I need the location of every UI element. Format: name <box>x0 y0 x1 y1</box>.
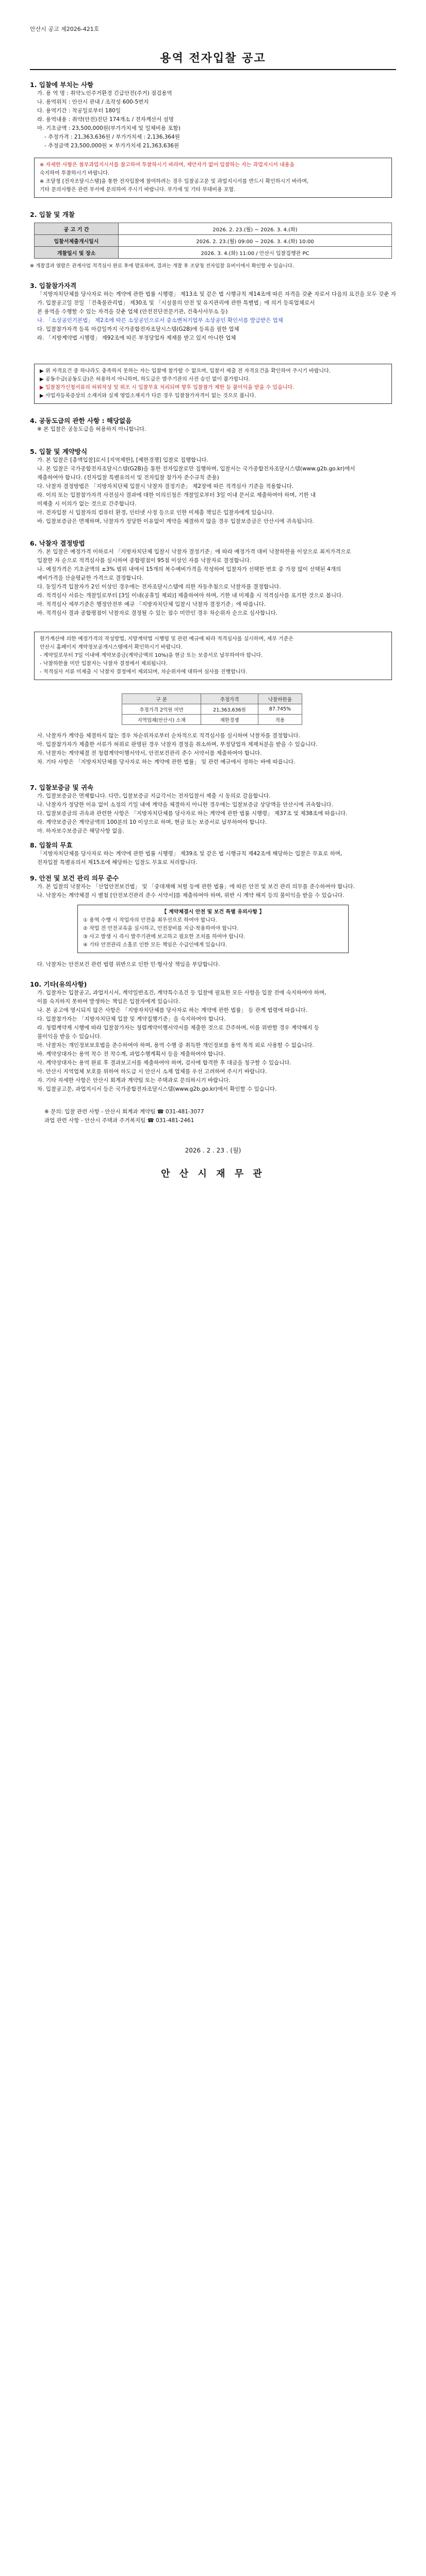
section-1-line: 다. 용역기간 : 착공일로부터 180일 <box>37 108 121 114</box>
notice-title: 【 계약체결시 안전 및 보건 특별 유의사항 】 <box>161 909 265 915</box>
section-4 <box>30 416 396 434</box>
table-cell: 87.745% <box>258 704 302 715</box>
table-cell: 제한경쟁 <box>201 715 258 725</box>
section-3-line: 「지방자치단체를 당사자로 하는 계약에 관한 법률 시행령」 제13조 및 같은 법 시행규칙 제14조에 따른 자격을 갖춘 자로서 다음의 요건을 모두 갖춘 자 <box>37 291 396 297</box>
notice-line: - 계약일로부터 7일 이내에 계약보증금(계약금액의 10%)을 현금 또는 보증서로 납부하여야 합니다. <box>40 653 263 658</box>
section-10-line: 가. 입찰자는 입찰공고, 과업지시서, 계약일반조건, 계약특수조건 등 입찰에 필요한 모든 사항을 입찰 전에 숙지하여야 하며, <box>37 990 326 996</box>
section-1-line: - 추정가격 : 21,363,636원 / 부가가치세 : 2,136,364원 <box>44 134 180 140</box>
contact-line: ※ 문의: 입찰 관련 사항 - 안산시 회계과 계약팀 ☎ 031-481-3077 <box>44 1109 204 1115</box>
notice-line: 숙지하여 투찰하시기 바랍니다. <box>40 171 110 176</box>
section-7-line: 가. 입찰보증금은 면제합니다. 다만, 입찰보증금 지급각서는 전자입찰서 제출 시 동의로 갈음합니다. <box>37 793 271 799</box>
table-header-cell: 입찰서제출개시일시 <box>35 235 119 247</box>
section-1-notice-box <box>34 158 392 198</box>
table-cell: 2026. 2. 23.(월) 09:00 ~ 2026. 3. 4.(화) 10:00 <box>119 235 392 247</box>
section-5-lines <box>30 456 396 526</box>
section-10-line: 사. 계약상대자는 용역 완료 후 결과보고서를 제출하여야 하며, 검사에 합격한 후 대금을 청구할 수 있습니다. <box>37 1060 291 1066</box>
section-1-line: - 추정금액 23,500,000원 × 부가가치세 21,363,636원 <box>44 143 179 149</box>
section-6-more <box>30 732 403 767</box>
section-1 <box>30 80 396 150</box>
section-8-line: 전자입찰 특별유의서 제15조에 해당하는 입찰도 무효로 처리합니다. <box>37 859 198 866</box>
section-5-line: 다. 낙찰자 결정방법은 「지방자치단체 입찰시 낙찰자 결정기준」 제2장에 따른 적격심사 기준을 적용합니다. <box>37 483 294 489</box>
section-4-line: ※ 본 입찰은 공동도급을 허용하지 아니합니다. <box>37 426 146 432</box>
section-6-heading: 6. 낙찰자 결정방법 <box>30 539 85 547</box>
section-3-lines <box>30 290 396 343</box>
section-1-line: 가. 용 역 명 : 취약노인주거환경 긴급안전(주거) 점검용역 <box>37 90 172 96</box>
issuing-organization: 안 산 시 재 무 관 <box>161 1168 265 1179</box>
section-10-line: 아. 안산시 지역업체 보호를 위하여 하도급 시 안산시 소재 업체를 우선 고려하여 주시기 바랍니다. <box>37 1069 267 1075</box>
section-2 <box>30 210 396 219</box>
table-header-cell: 개찰일시 및 장소 <box>35 247 119 259</box>
section-9-line: 나. 낙찰자는 계약체결 시 별첨 [안전보건관리 준수 서약서]를 제출하여야 하며, 위반 시 계약 해지 등의 불이익을 받을 수 있습니다. <box>37 892 345 899</box>
section-3-line: 나. 「소상공인기본법」 제2조에 따른 소상공인으로서 중소벤처기업부 소상공인 확인서를 발급받은 업체 <box>37 317 283 324</box>
section-7-lines <box>30 792 396 836</box>
notice-line: ▶ 사업자등록증상의 소재지와 실제 영업소재지가 다른 경우 입찰참가자격이 없는 것으로 봅니다. <box>40 393 256 399</box>
section-8 <box>30 841 396 867</box>
section-7 <box>30 783 396 836</box>
section-6-line: 가. 본 입찰은 예정가격 이하로서 「지방자치단체 입찰시 낙찰자 결정기준」에 따라 예정가격 대비 낙찰하한율 이상으로 최저가격으로 <box>37 549 351 555</box>
section-3-line: 라. 「지방계약법 시행령」 제92조에 따른 부정당업자 제재를 받고 있지 아니한 업체 <box>37 335 236 341</box>
table-row <box>35 223 392 235</box>
section-10-lines <box>30 989 396 1094</box>
table-header-cell: 낙찰하한율 <box>258 694 302 704</box>
section-9 <box>30 874 396 900</box>
section-2-heading: 2. 입찰 및 개찰 <box>30 211 75 218</box>
table-row <box>35 235 392 247</box>
section-6-line: 아. 입찰참가자가 제출한 서류가 허위로 판명된 경우 낙찰자 결정을 취소하며, 부정당업자 제재처분을 받을 수 있습니다. <box>37 741 318 748</box>
section-6-line: 예비가격을 산술평균한 가격으로 결정합니다. <box>37 575 144 581</box>
section-1-line: 라. 용역내용 : 취약(안전)진단 174개소 / 전자계산서 설명 <box>37 116 174 123</box>
section-10-line: 나. 본 공고에 명시되지 않은 사항은 「지방자치단체를 당사자로 하는 계약에 관한 법률」 등 관계 법령에 따릅니다. <box>37 1007 308 1013</box>
table-cell: 추정가격 2억원 미만 <box>122 704 201 715</box>
section-8-heading: 8. 입찰의 무효 <box>30 841 73 849</box>
notice-line: ※ 조달청 [전자조달시스템]을 통한 전자입찰에 참여하려는 경우 입찰공고문 및 과업지시서를 반드시 확인하시기 바라며, <box>40 179 309 184</box>
title-divider <box>30 69 396 70</box>
section-10-line: 마. 낙찰자는 개인정보보호법을 준수하여야 하며, 용역 수행 중 취득한 개인정보를 용역 목적 외로 사용할 수 없습니다. <box>37 1042 314 1048</box>
notice-line: ※ 자세한 사항은 첨부과업지시서를 참고하여 투찰하시기 바라며, 제안자가 없어 입찰하는 자는 과업지시서 내용을 <box>40 162 295 168</box>
notice-line: - 적격심사 서류 미제출 시 낙찰자 결정에서 제외되며, 차순위자에 대하여 심사를 진행합니다. <box>40 669 248 675</box>
notice-line: ▶ 공동수급(공동도급)은 허용하지 아니하며, 하도급은 발주기관의 사전 승인 없이 불가합니다. <box>40 377 250 382</box>
note-line: ※ 개찰결과 열람은 관계사업 적격심사 완료 후에 발표하며, 결과는 개찰 후 조달청 전자입찰 유비이에서 확인할 수 있습니다. <box>30 263 294 269</box>
table-header-row <box>122 694 302 704</box>
section-5-line: 가. 본 입찰은 [총액입찰]로서 [지역제한], [제한경쟁] 입찰로 집행합니다. <box>37 457 208 463</box>
section-9-after <box>30 960 403 969</box>
section-7-line: 나. 낙찰자가 정당한 이유 없이 소정의 기일 내에 계약을 체결하지 아니한 경우에는 입찰보증금 상당액을 안산시에 귀속합니다. <box>37 802 334 808</box>
section-5-line: 제출하여야 합니다. (전자입찰 특별유의서 및 전자입찰 참가자 준수규칙 준용) <box>37 474 219 481</box>
section-5-heading: 5. 입찰 및 계약방식 <box>30 448 88 455</box>
section-6-line: 라. 적격심사 서류는 개찰일로부터 [3일 이내(공휴일 제외)] 제출하여야 하며, 기한 내 미제출 시 적격심사를 포기한 것으로 봅니다. <box>37 592 343 599</box>
section-10-line: 자. 기타 자세한 사항은 안산시 회계과 계약팀 또는 주택과로 문의하시기 바랍니다. <box>37 1077 231 1083</box>
section-6-line: 자. 낙찰자는 계약체결 전 청렴계약이행서약서, 안전보건관리 준수 서약서를 제출하여야 합니다. <box>37 750 262 756</box>
section-6 <box>30 539 396 618</box>
notice-line: ③ 사고 발생 시 즉시 발주기관에 보고하고 필요한 조치를 하여야 합니다. <box>83 934 245 940</box>
section-5 <box>30 447 396 526</box>
section-10-line: 다. 입찰참가자는 「지방자치단체 입찰 및 계약집행기준」을 숙지하여야 합니다. <box>37 1016 226 1022</box>
section-10-line: 바. 계약상대자는 용역 착수 전 착수계, 과업수행계획서 등을 제출하여야 합니다. <box>37 1051 225 1057</box>
table-cell: 적용 <box>258 715 302 725</box>
section-10-line: 이를 숙지하지 못하여 발생하는 책임은 입찰자에게 있습니다. <box>37 998 180 1005</box>
section-9-notice-box <box>77 905 349 953</box>
table-header-cell: 추정가격 <box>201 694 258 704</box>
contact-line: 과업 관련 사항 - 안산시 주택과 주거복지팀 ☎ 031-481-2461 <box>44 1117 194 1124</box>
table-cell: 지역업체(안산시) 소재 <box>122 715 201 725</box>
table-row <box>122 715 302 725</box>
notice-line: 안산시 홈페이지 계약정보공개시스템에서 확인하시기 바랍니다. <box>40 645 183 650</box>
section-6-line: 다. 동일가격 입찰자가 2인 이상인 경우에는 전자조달시스템에 의한 자동추첨으로 낙찰자를 결정합니다. <box>37 584 281 590</box>
section-5-line: 바. 입찰보증금은 면제하며, 낙찰자가 정당한 이유없이 계약을 체결하지 않을 경우 입찰보증금은 안산시에 귀속됩니다. <box>37 518 314 524</box>
section-6-line: 입찰한 자 순으로 적격심사를 실시하여 종합평점이 95점 이상인 자를 낙찰자로 결정합니다. <box>37 557 252 564</box>
section-10-heading: 10. 기타(유의사항) <box>30 980 87 988</box>
section-6-line: 사. 낙찰자가 계약을 체결하지 않는 경우 차순위자로부터 순차적으로 적격심사를 실시하여 낙찰자를 결정합니다. <box>37 733 300 739</box>
section-10-line: 차. 입찰공고문, 과업지시서 등은 국가종합전자조달시스템(www.g2b.go.kr)에서 확인할 수 있습니다. <box>37 1086 277 1092</box>
notice-line: ② 작업 전 안전교육을 실시하고, 안전장비를 지급·착용하여야 합니다. <box>83 926 239 931</box>
section-6-line: 마. 적격심사 세부기준은 행정안전부 예규 「지방자치단체 입찰시 낙찰자 결정기준」에 따릅니다. <box>37 601 266 607</box>
notice-line: 원가계산에 의한 예정가격의 작성방법, 지방계약법 시행령 및 관련 예규에 따라 적격심사를 실시하며, 세부 기준은 <box>40 636 294 642</box>
table-header-cell: 공 고 기 간 <box>35 223 119 235</box>
table-row <box>35 247 392 259</box>
table-row <box>122 704 302 715</box>
table-header-cell: 구 분 <box>122 694 201 704</box>
section-7-heading: 7. 입찰보증금 및 귀속 <box>30 784 94 791</box>
section-6-notice-box <box>34 632 392 680</box>
table-cell: 2026. 2. 23.(월) ~ 2026. 3. 4.(화) <box>119 223 392 235</box>
section-9-lines <box>30 883 396 900</box>
notice-line: ▶ 입찰참가신청서류의 허위작성 및 위조 시 입찰무효 처리되며 향후 입찰참가 제한 등 불이익을 받을 수 있습니다. <box>40 385 294 391</box>
notice-line: ▶ 위 자격요건 중 하나라도 충족하지 못하는 자는 입찰에 참가할 수 없으며, 입찰서 제출 전 자격요건을 확인하여 주시기 바랍니다. <box>40 368 331 374</box>
contact-info <box>30 1108 411 1125</box>
section-1-line: 나. 용역위치 : 안산시 관내 / 조작성 600-5번지 <box>37 99 149 105</box>
section-1-lines <box>30 89 396 150</box>
section-6-line: 나. 예정가격은 기초금액의 ±3% 범위 내에서 15개의 복수예비가격을 작성하여 입찰자가 선택한 번호 중 가장 많이 선택된 4개의 <box>37 566 341 572</box>
schedule-table <box>34 223 392 259</box>
section-10-line: 라. 청렴계약제 시행에 따라 입찰참가자는 청렴계약이행서약서를 제출한 것으로 간주하며, 이를 위반할 경우 계약해지 등 <box>37 1025 320 1031</box>
page-title: 용역 전자입찰 공고 <box>160 52 266 65</box>
bid-rate-table <box>122 693 302 725</box>
section-10-line: 불이익을 받을 수 있습니다. <box>37 1033 102 1040</box>
section-5-line: 나. 본 입찰은 국가종합전자조달시스템(G2B)을 통한 전자입찰로만 집행하며, 입찰서는 국가종합전자조달시스템(www.g2b.go.kr)에서 <box>37 466 355 472</box>
section-10 <box>30 980 396 1094</box>
section-9-heading: 9. 안전 및 보건 관리 의무 준수 <box>30 874 119 882</box>
section-5-line: 라. 이의 또는 입찰참가자격 사전심사 결과에 대한 이의신청은 개찰일로부터 3일 이내 문서로 제출하여야 하며, 기한 내 <box>37 492 316 498</box>
section-7-line: 다. 입찰보증금의 귀속과 관련한 사항은 「지방자치단체를 당사자로 하는 계약에 관한 법률 시행령」 제37조 및 제38조에 따릅니다. <box>37 810 348 817</box>
section-3-line: 본 용역을 수행할 수 있는 자격을 갖춘 업체 (안전진단전문기관, 건축사사무소 등) <box>37 309 228 315</box>
notice-line: - 낙찰하한율 미만 입찰자는 낙찰자 결정에서 제외됩니다. <box>40 661 168 667</box>
section-5-line: 미제출 시 이의가 없는 것으로 간주합니다. <box>37 501 137 507</box>
notice-date: 2026 . 2 . 23 . (월) <box>185 1147 241 1154</box>
section-9-line: 가. 본 입찰의 낙찰자는 「산업안전보건법」 및 「중대재해 처벌 등에 관한 법률」에 따른 안전 및 보건 관리 의무를 준수하여야 합니다. <box>37 884 355 890</box>
section-3 <box>30 281 396 343</box>
section-9-line: 다. 낙찰자는 안전보건 관련 법령 위반으로 인한 민·형사상 책임을 부담합니다. <box>37 961 220 968</box>
section-3-line: 다. 입찰참가자격 등록 마감일까지 국가종합전자조달시스템(G2B)에 등록을 필한 업체 <box>37 326 239 332</box>
notice-line: ① 용역 수행 시 작업자의 안전을 최우선으로 하여야 합니다. <box>83 918 217 923</box>
section-6-line: 바. 적격심사 결과 종합평점이 낙찰자로 결정될 수 있는 점수 미만인 경우 차순위자 순으로 심사합니다. <box>37 610 277 616</box>
notice-number: 안산시 공고 제2026-421호 <box>30 26 100 32</box>
section-1-line: 마. 기초금액 : 23,500,000원(부가가치세 및 일체비용 포함) <box>37 125 181 131</box>
table-cell: 21,363,636원 <box>201 704 258 715</box>
section-7-line: 마. 하자보수보증금은 해당사항 없음. <box>37 828 124 834</box>
section-7-line: 라. 계약보증금은 계약금액의 100분의 10 이상으로 하며, 현금 또는 보증서로 납부하여야 합니다. <box>37 819 267 825</box>
section-3-line: 가. 입찰공고일 전일 「건축물관리법」 제30조 및 「시설물의 안전 및 유지관리에 관한 특별법」에 의거 등록업체로서 <box>37 300 315 306</box>
table-cell: 2026. 3. 4.(화) 11:00 / 안산시 입찰집행관 PC <box>119 247 392 259</box>
section-6-line: 차. 기타 사항은 「지방자치단체를 당사자로 하는 계약에 관한 법률」 및 관련 예규에서 정하는 바에 따릅니다. <box>37 759 296 765</box>
section-8-lines <box>30 850 396 867</box>
section-1-heading: 1. 입찰에 부치는 사항 <box>30 81 94 89</box>
notice-line: ④ 기타 안전관리 소홀로 인한 모든 책임은 수급인에게 있습니다. <box>83 942 227 948</box>
section-3-heading: 3. 입찰참가자격 <box>30 282 77 290</box>
section-4-heading: 4. 공동도급의 관한 사항 : 해당없음 <box>30 417 132 425</box>
section-3-notice-box <box>34 364 392 404</box>
section-6-lines <box>30 548 396 618</box>
notice-line: 기타 문의사항은 관련 부서에 문의하여 주시기 바랍니다. 부가세 및 기타 부대비용 포함. <box>40 187 236 193</box>
section-2-note <box>30 262 396 270</box>
section-8-line: 「지방자치단체를 당사자로 하는 계약에 관한 법률 시행령」 제39조 및 같은 법 시행규칙 제42조에 해당하는 입찰은 무효로 하며, <box>37 851 342 857</box>
section-5-line: 마. 전자입찰 시 입찰자의 컴퓨터 환경, 인터넷 사정 등으로 인한 미제출 책임은 입찰자에게 있습니다. <box>37 510 274 516</box>
